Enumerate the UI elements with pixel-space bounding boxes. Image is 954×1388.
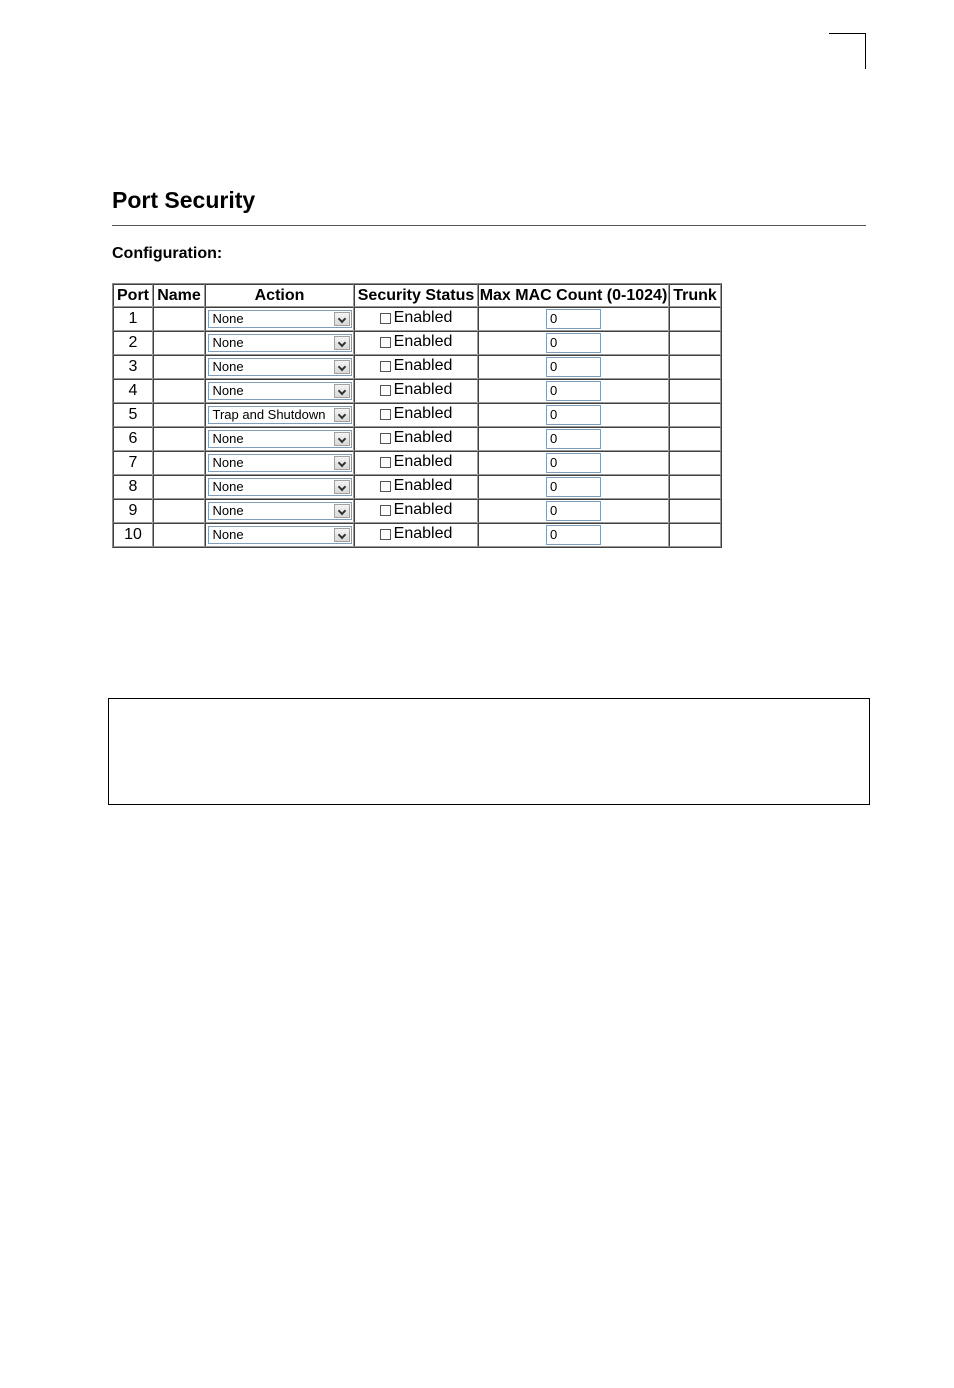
security-status-label: Enabled [393,501,453,519]
max-mac-count-input[interactable]: 0 [546,525,601,545]
max-mac-cell [478,355,669,379]
chevron-down-icon[interactable] [334,504,350,518]
table-row [113,475,721,499]
security-status-cell [354,451,478,475]
action-select-value: Trap and Shutdown [212,406,326,422]
page-title: Port Security [112,187,256,213]
table-row [113,499,721,523]
chevron-down-icon[interactable] [334,480,350,494]
table-row [113,355,721,379]
action-cell [205,499,354,523]
security-status-cell [354,427,478,451]
security-status-cell [354,499,478,523]
security-status-label: Enabled [393,477,453,495]
chevron-down-icon[interactable] [334,432,350,446]
port-cell: 7 [113,451,153,475]
max-mac-cell [478,379,669,403]
page-corner-mark [829,33,866,69]
security-status-cell [354,475,478,499]
action-select[interactable] [208,334,352,352]
action-select-value: None [212,310,244,326]
trunk-cell [669,403,721,427]
action-select[interactable] [208,430,352,448]
name-cell [153,475,205,499]
table-body [113,307,721,547]
name-cell [153,403,205,427]
action-select[interactable] [208,358,352,376]
action-select[interactable] [208,454,352,472]
header-max-mac-count: Max MAC Count (0-1024) [478,284,669,307]
checkbox-unchecked-icon[interactable] [380,505,391,516]
table-row [113,403,721,427]
max-mac-count-input[interactable]: 0 [546,453,601,473]
max-mac-cell [478,403,669,427]
action-select[interactable] [208,478,352,496]
action-select-value: None [212,454,244,470]
name-cell [153,331,205,355]
action-select-value: None [212,358,244,374]
security-status-toggle[interactable] [380,453,453,471]
table-row [113,331,721,355]
security-status-label: Enabled [393,453,453,471]
max-mac-count-input[interactable]: 0 [546,333,601,353]
max-mac-cell [478,427,669,451]
trunk-cell [669,451,721,475]
name-cell [153,379,205,403]
max-mac-cell [478,331,669,355]
security-status-toggle[interactable] [380,501,453,519]
action-select-value: None [212,526,244,542]
port-cell: 4 [113,379,153,403]
table-header-row [113,284,721,307]
chevron-down-icon[interactable] [334,384,350,398]
security-status-cell [354,403,478,427]
security-status-cell [354,355,478,379]
action-select-value: None [212,502,244,518]
name-cell [153,307,205,331]
header-security-status: Security Status [354,284,478,307]
security-status-label: Enabled [393,381,453,399]
action-cell [205,307,354,331]
title-divider [112,225,866,226]
max-mac-count-input[interactable]: 0 [546,381,601,401]
port-security-table [112,283,722,548]
chevron-down-icon[interactable] [334,360,350,374]
name-cell [153,451,205,475]
checkbox-unchecked-icon[interactable] [380,337,391,348]
security-status-cell [354,307,478,331]
action-select[interactable] [208,406,352,424]
max-mac-cell [478,451,669,475]
checkbox-unchecked-icon[interactable] [380,529,391,540]
max-mac-cell [478,499,669,523]
max-mac-count-input[interactable]: 0 [546,429,601,449]
max-mac-count-input[interactable]: 0 [546,501,601,521]
max-mac-count-input[interactable]: 0 [546,477,601,497]
action-select-value: None [212,382,244,398]
checkbox-unchecked-icon[interactable] [380,409,391,420]
port-cell: 8 [113,475,153,499]
port-cell: 10 [113,523,153,547]
security-status-cell [354,379,478,403]
chevron-down-icon[interactable] [334,312,350,326]
max-mac-cell [478,523,669,547]
section-label-configuration: Configuration: [112,245,223,262]
action-select[interactable] [208,382,352,400]
port-cell: 9 [113,499,153,523]
name-cell [153,523,205,547]
chevron-down-icon[interactable] [334,336,350,350]
note-box [108,698,870,805]
action-cell [205,427,354,451]
action-cell [205,475,354,499]
action-cell [205,403,354,427]
security-status-label: Enabled [393,309,453,327]
security-status-label: Enabled [393,333,453,351]
security-status-label: Enabled [393,405,453,423]
max-mac-count-input[interactable]: 0 [546,309,601,329]
table-row [113,307,721,331]
action-select[interactable] [208,526,352,544]
table-row [113,523,721,547]
header-trunk: Trunk [669,284,721,307]
chevron-down-icon[interactable] [334,408,350,422]
security-status-toggle[interactable] [380,381,453,399]
action-cell [205,451,354,475]
action-select-value: None [212,478,244,494]
trunk-cell [669,475,721,499]
security-status-cell [354,331,478,355]
port-cell: 1 [113,307,153,331]
trunk-cell [669,499,721,523]
action-cell [205,355,354,379]
security-status-toggle[interactable] [380,333,453,351]
security-status-toggle[interactable] [380,357,453,375]
name-cell [153,427,205,451]
trunk-cell [669,355,721,379]
port-cell: 5 [113,403,153,427]
security-status-cell [354,523,478,547]
table-row [113,379,721,403]
chevron-down-icon[interactable] [334,528,350,542]
action-select[interactable] [208,310,352,328]
security-status-label: Enabled [393,525,453,543]
port-cell: 3 [113,355,153,379]
checkbox-unchecked-icon[interactable] [380,313,391,324]
max-mac-cell [478,307,669,331]
header-action: Action [205,284,354,307]
action-cell [205,523,354,547]
header-name: Name [153,284,205,307]
checkbox-unchecked-icon[interactable] [380,433,391,444]
checkbox-unchecked-icon[interactable] [380,481,391,492]
security-status-label: Enabled [393,357,453,375]
checkbox-unchecked-icon[interactable] [380,457,391,468]
security-status-toggle[interactable] [380,309,453,327]
action-select-value: None [212,334,244,350]
trunk-cell [669,523,721,547]
port-cell: 2 [113,331,153,355]
action-select[interactable] [208,502,352,520]
checkbox-unchecked-icon[interactable] [380,385,391,396]
checkbox-unchecked-icon[interactable] [380,361,391,372]
security-status-toggle[interactable] [380,429,453,447]
name-cell [153,499,205,523]
security-status-toggle[interactable] [380,405,453,423]
max-mac-count-input[interactable]: 0 [546,405,601,425]
trunk-cell [669,427,721,451]
action-cell [205,331,354,355]
security-status-toggle[interactable] [380,477,453,495]
header-port: Port [113,284,153,307]
chevron-down-icon[interactable] [334,456,350,470]
security-status-label: Enabled [393,429,453,447]
max-mac-count-input[interactable]: 0 [546,357,601,377]
trunk-cell [669,379,721,403]
table-row [113,451,721,475]
name-cell [153,355,205,379]
action-select-value: None [212,430,244,446]
action-cell [205,379,354,403]
trunk-cell [669,307,721,331]
port-cell: 6 [113,427,153,451]
table-row [113,427,721,451]
max-mac-cell [478,475,669,499]
security-status-toggle[interactable] [380,525,453,543]
trunk-cell [669,331,721,355]
